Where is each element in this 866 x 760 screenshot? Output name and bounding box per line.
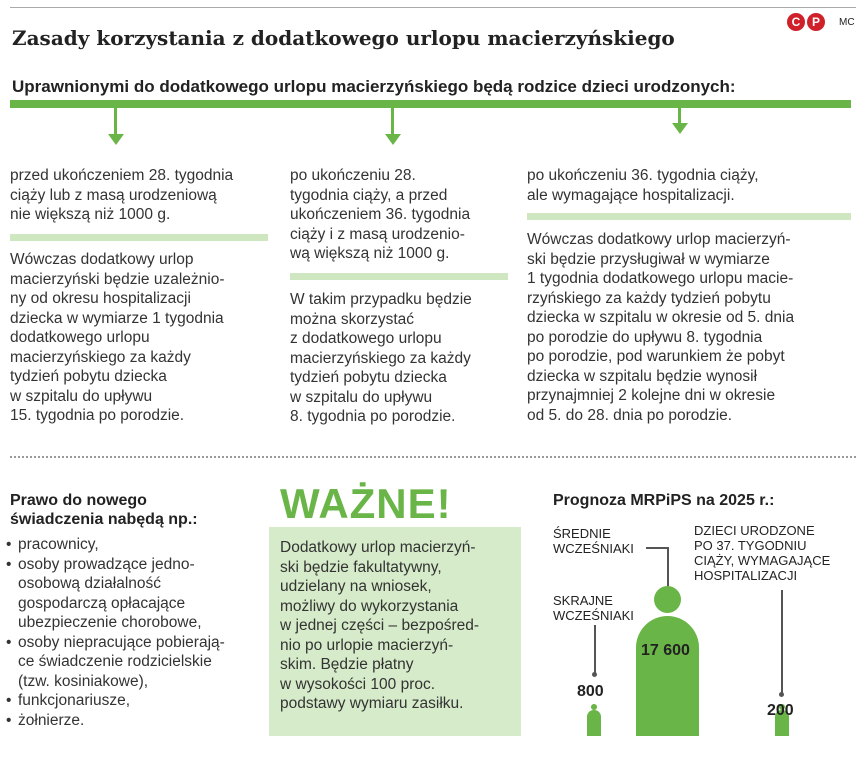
person-head-icon [591,704,597,710]
text-line: z dodatkowego urlopu [290,330,442,347]
list-item-line: (tzw. kosiniakowe), [18,672,149,690]
pointer-dot [592,672,597,677]
label-line: WCZEŚNIAKI [553,608,634,623]
important-heading: WAŻNE! [280,480,452,527]
text-line: Dodatkowy urlop macierzyń- [280,539,476,556]
person-body-icon [587,710,600,736]
pointer-line [594,625,596,675]
label-line: SKRAJNE [553,593,613,608]
copyright-logo-icon [787,13,833,31]
text-line: ukończeniem 36. tygodnia [290,206,471,223]
list-item-line: ce świadczenie rodzicielskie [18,653,212,670]
value-label-extreme-preterm: 800 [577,683,604,700]
important-text [280,538,520,714]
label-line: HOSPITALIZACJI [694,568,798,583]
list-item [6,535,268,555]
label-line: CIĄŻY, WYMAGAJĄCE [694,553,831,568]
list-item-line: • osoby prowadzące jedno- [18,555,195,573]
text-line: nie większą niż 1000 g. [10,206,171,223]
heading-line: Prawo do nowego [10,492,147,509]
text-line: nio po urlopie macierzyń- [280,636,454,654]
timeline-bar [10,100,851,108]
text-line: ciąży i z masą urodzenio- [290,225,465,243]
text-line: ale wymagające hospitalizacji. [527,186,735,204]
arrow-1-shaft [114,108,117,135]
list-item-line: • żołnierze. [18,711,85,729]
list-item-line: • pracownicy, [18,536,99,553]
person-head-icon [654,586,681,613]
label-line: ŚREDNIE [553,526,611,541]
chart-label-extreme-preterm [553,593,634,623]
list-item [6,633,268,692]
text-line: w jednej części – bezpośred- [280,617,480,634]
pointer-dot [779,692,784,697]
section-divider [10,456,856,458]
list-item [6,711,268,731]
text-line: W takim przypadku będzie [290,291,472,308]
column-2-separator [290,273,508,280]
subtitle: Uprawnionymi do dodatkowego urlopu macierzyńskiego będą rodzice dzieci urodzonych: [12,77,736,96]
text-line: 15. tygodnia po porodzie. [10,407,185,424]
label-line: WCZEŚNIAKI [553,541,634,556]
pointer-line [667,547,669,587]
arrow-down-icon [672,123,688,134]
column-3-separator [527,213,851,220]
column-2-condition [290,166,515,264]
text-line: po porodzie, pod warunkiem że pobyt [527,348,785,365]
text-line: wą większą niż 1000 g. [290,245,450,262]
text-line: ny od okresu hospitalizacji [10,290,191,307]
text-line: możliwy do wykorzystania [280,597,459,615]
value-label-medium-preterm: 17 600 [641,642,690,659]
list-item-line: • osoby niepracujące pobierają- [18,633,225,651]
list-item-line: osobową działalność [18,575,162,592]
text-line: tydzień pobytu dziecka [10,368,167,385]
rights-list [6,535,268,730]
text-line: tydzień pobytu dziecka [290,369,447,386]
text-line: po porodzie do upływu 8. tygodnia [527,328,763,346]
text-line: po ukończeniu 36. tygodnia ciąży, [527,167,759,184]
pointer-line [781,590,783,694]
text-line: tygodnia ciąży, a przed [290,186,448,204]
list-item-line: gospodarczą opłacające [18,594,186,612]
text-line: dodatkowego urlopu [10,329,150,346]
text-line: dziecka w szpitalu będzie wynosił [527,367,758,385]
text-line: skim. Będzie płatny [280,656,414,673]
logo-letter-p: P [807,13,825,31]
text-line: w wysokości 100 proc. [280,675,436,693]
text-line: macierzyńskiego za każdy [290,349,471,367]
list-item-line: ubezpieczenie chorobowe, [18,614,202,631]
person-body-icon [636,616,699,736]
column-1-separator [10,234,268,241]
text-line: można skorzystać [290,310,415,328]
column-1-details [10,250,272,426]
text-line: po ukończeniu 28. [290,167,416,184]
text-line: podstawy wymiaru zasiłku. [280,695,464,712]
text-line: przed ukończeniem 28. tygodnia [10,167,234,184]
text-line: macierzyńskiego za każdy [10,348,191,366]
text-line: w szpitalu do upływu [10,387,153,405]
text-line: Wówczas dodatkowy urlop macierzyń- [527,231,791,248]
arrow-2-shaft [391,108,394,135]
text-line: ski będzie przysługiwał w wymiarze [527,250,770,268]
text-line: przynajmniej 2 kolejne dni w okresie [527,387,776,404]
text-line: Wówczas dodatkowy urlop [10,251,194,268]
arrow-down-icon [385,134,401,145]
arrow-down-icon [108,134,124,145]
page-title: Zasady korzystania z dodatkowego urlopu macierzyńskiego [12,26,675,50]
logo-letter-c: C [787,13,805,31]
column-3-details [527,230,857,425]
text-line: dziecka w szpitalu w okresie od 5. dnia [527,309,795,326]
rights-heading [10,491,260,529]
top-rule [10,7,856,8]
text-line: w szpitalu do upływu [290,388,433,406]
text-line: 8. tygodnia po porodzie. [290,408,456,425]
label-line: PO 37. TYGODNIU [694,538,807,553]
text-line: 1 tygodnia dodatkowego urlopu macie- [527,270,794,287]
text-line: ski będzie fakultatywny, [280,558,442,576]
text-line: macierzyński będzie uzależnio- [10,270,225,288]
text-line: dziecka w wymiarze 1 tygodnia [10,309,224,327]
chart-label-medium-preterm [553,526,634,556]
heading-line: świadczenia nabędą np.: [10,511,198,528]
column-2-details [290,290,515,427]
text-line: ciąży lub z masą urodzeniową [10,186,217,204]
value-label-after-37-weeks: 200 [767,702,794,719]
label-line: DZIECI URODZONE [694,523,815,538]
pointer-line [646,547,668,549]
column-3-condition [527,166,857,205]
text-line: rzyńskiego za każdy tydzień pobytu [527,289,771,307]
arrow-3-shaft [678,108,681,124]
list-item [6,555,268,633]
text-line: udzielany na wniosek, [280,578,432,595]
chart-label-after-37-weeks [694,523,830,583]
author-initials: MC [839,17,855,28]
list-item [6,691,268,711]
text-line: od 5. do 28. dnia po porodzie. [527,406,733,424]
column-1-condition [10,166,272,225]
chart-title: Prognoza MRPiPS na 2025 r.: [553,492,775,509]
list-item-line: • funkcjonariusze, [18,692,131,709]
